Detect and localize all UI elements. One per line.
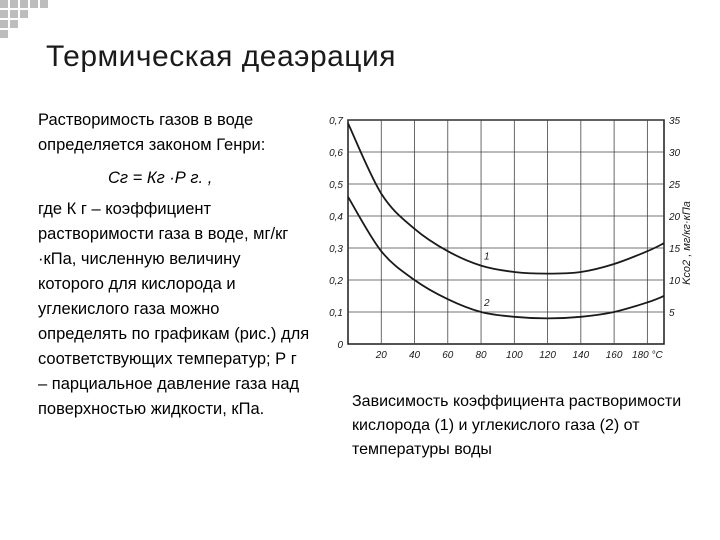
- right-tick-label: 20: [669, 212, 681, 223]
- left-tick-label: 0,5: [329, 180, 343, 191]
- left-tick-label: 0,4: [329, 212, 343, 223]
- left-tick-label: 0,3: [329, 244, 343, 255]
- x-tick-label: 100: [505, 350, 523, 361]
- explanation-text: где К г – коэффициент растворимости газа в воде, мг/кг ·кПа, численную величину которого для кислорода и углекислого газа можно определять по графикам (рис.) для соответствующих температур; Р г – парциальное давление газа над поверхностью жидкости, кПа.: [38, 200, 310, 418]
- x-tick-label: 20: [375, 350, 387, 361]
- right-axis-label: Kco2 , мг/кг·кПа: [681, 201, 693, 285]
- x-tick-label: 160: [605, 350, 623, 361]
- figure-caption: Зависимость коэффициента растворимости кислорода (1) и углекислого газа (2) от температуры воды: [352, 393, 682, 458]
- series-line-2: [348, 197, 664, 319]
- left-tick-label: 0,2: [329, 276, 343, 287]
- solubility-chart: [318, 108, 698, 370]
- right-tick-label: 10: [669, 276, 681, 287]
- series-line-1: [348, 123, 664, 273]
- chart-series: [348, 123, 664, 318]
- left-tick-label: 0,6: [329, 148, 343, 159]
- x-tick-label: 60: [442, 350, 454, 361]
- x-tick-label: 180 °C: [632, 350, 663, 361]
- x-tick-label: 80: [475, 350, 487, 361]
- intro-text: Растворимость газов в воде определяется законом Генри:: [38, 111, 266, 154]
- series-label-2: 2: [484, 298, 490, 309]
- left-tick-label: 0,7: [329, 116, 343, 127]
- right-tick-label: 15: [669, 244, 681, 255]
- right-tick-label: 25: [669, 180, 681, 191]
- left-tick-label: 0,1: [329, 308, 343, 319]
- slide-title: Термическая деаэрация: [46, 40, 396, 73]
- body-text: [38, 108, 310, 422]
- chart-grid: [348, 120, 664, 344]
- chart-ticks: [329, 116, 680, 361]
- right-tick-label: 5: [669, 308, 675, 319]
- series-label-1: 1: [484, 251, 490, 263]
- right-tick-label: 35: [669, 116, 681, 127]
- formula: Сг = Кг ·Р г. ,: [108, 169, 213, 187]
- plot-frame: [348, 120, 664, 344]
- right-tick-label: 30: [669, 148, 681, 159]
- left-tick-label: 0: [337, 340, 343, 351]
- x-tick-label: 40: [408, 350, 421, 361]
- x-tick-label: 140: [572, 350, 590, 361]
- x-tick-label: 120: [539, 350, 556, 361]
